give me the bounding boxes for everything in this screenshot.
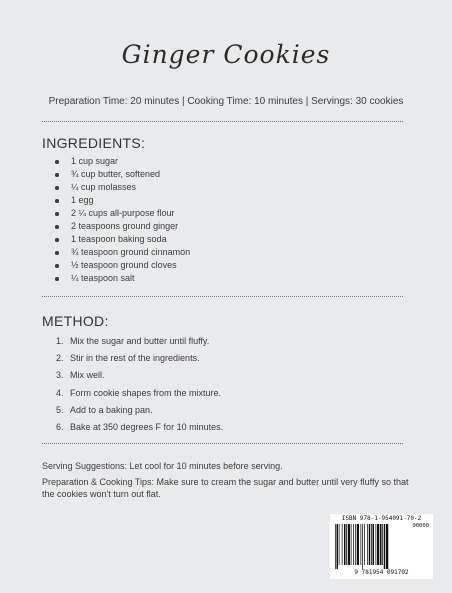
cooking-tips: Preparation & Cooking Tips: Make sure to cream the sugar and butter until very fluffy so that the cookies won't turn out flat.: [42, 477, 409, 499]
barcode-bar: [337, 524, 339, 569]
barcode-bar: [346, 524, 347, 565]
barcode-bar: [348, 524, 350, 565]
list-item: ½ teaspoon ground cloves: [64, 259, 424, 272]
step-text: Mix well.: [70, 370, 105, 381]
list-item: ¾ teaspoon ground cinnamon: [64, 246, 424, 259]
barcode-bar: [342, 524, 343, 565]
list-item: 1 teaspoon baking soda: [64, 233, 424, 246]
ingredients-heading: INGREDIENTS:: [42, 135, 146, 151]
list-item: [42, 369, 402, 386]
method-heading: METHOD:: [42, 313, 109, 329]
price-code: 90000: [412, 523, 429, 529]
isbn-barcode: [330, 514, 433, 579]
ingredients-list: [42, 155, 424, 285]
list-item: 2 teaspoons ground ginger: [64, 220, 424, 233]
step-text: Mix the sugar and butter until fluffy.: [70, 336, 210, 346]
barcode-bar: [384, 524, 386, 569]
barcode-bar: [382, 524, 383, 565]
barcode-bar: [369, 524, 371, 565]
step-number: 3.: [56, 370, 64, 381]
barcode-bar: [377, 524, 379, 565]
barcode-bar: [361, 524, 362, 565]
list-item: [42, 335, 402, 352]
barcode-bar: [351, 524, 352, 565]
list-item: ¾ cup butter, softened: [64, 168, 424, 181]
barcode-bars-icon: [334, 524, 406, 569]
method-list: [42, 335, 402, 438]
barcode-bar: [386, 524, 388, 569]
barcode-bar: [373, 524, 375, 565]
barcode-bar: [357, 524, 359, 565]
list-item: 2 ¼ cups all-purpose flour: [64, 207, 424, 220]
divider-top: [42, 121, 403, 122]
list-item: [42, 352, 402, 369]
barcode-bar: [364, 524, 365, 565]
step-text: Bake at 350 degrees F for 10 minutes.: [70, 421, 224, 432]
step-number: 2.: [56, 353, 64, 364]
recipe-info-line: Preparation Time: 20 minutes | Cooking Time: 10 minutes | Servings: 30 cookies: [48, 96, 404, 107]
barcode-digits: 9 781954 091702: [354, 569, 409, 576]
barcode-bar: [339, 524, 340, 565]
recipe-title: Ginger Cookies: [121, 40, 331, 69]
list-item: [42, 421, 402, 438]
step-text: Form cookie shapes from the mixture.: [70, 387, 222, 398]
barcode-bar: [353, 524, 354, 565]
barcode-bar: [344, 524, 346, 565]
step-number: 4.: [56, 387, 64, 398]
divider-bottom: [42, 443, 403, 444]
barcode-bar: [376, 524, 377, 565]
isbn-label: ISBN 978-1-954091-70-2: [341, 515, 422, 522]
list-item: [42, 404, 402, 421]
barcode-bar: [380, 524, 382, 565]
list-item: [42, 387, 402, 404]
list-item: 1 cup sugar: [64, 155, 424, 168]
step-number: 5.: [56, 404, 64, 415]
list-item: ¼ cup molasses: [64, 181, 424, 194]
barcode-bar: [371, 524, 372, 565]
step-text: Stir in the rest of the ingredients.: [70, 353, 200, 364]
barcode-bar: [355, 524, 356, 565]
step-number: 1.: [56, 336, 64, 346]
barcode-bar: [335, 524, 336, 569]
step-text: Add to a baking pan.: [70, 404, 153, 415]
serving-suggestions: Serving Suggestions: Let cool for 10 minutes before serving.: [42, 461, 283, 471]
divider-middle: [42, 296, 403, 297]
list-item: ¼ teaspoon salt: [64, 272, 424, 285]
step-number: 6.: [56, 421, 64, 432]
barcode-bar: [362, 524, 363, 569]
list-item: 1 egg: [64, 194, 424, 207]
barcode-bar: [367, 524, 368, 565]
